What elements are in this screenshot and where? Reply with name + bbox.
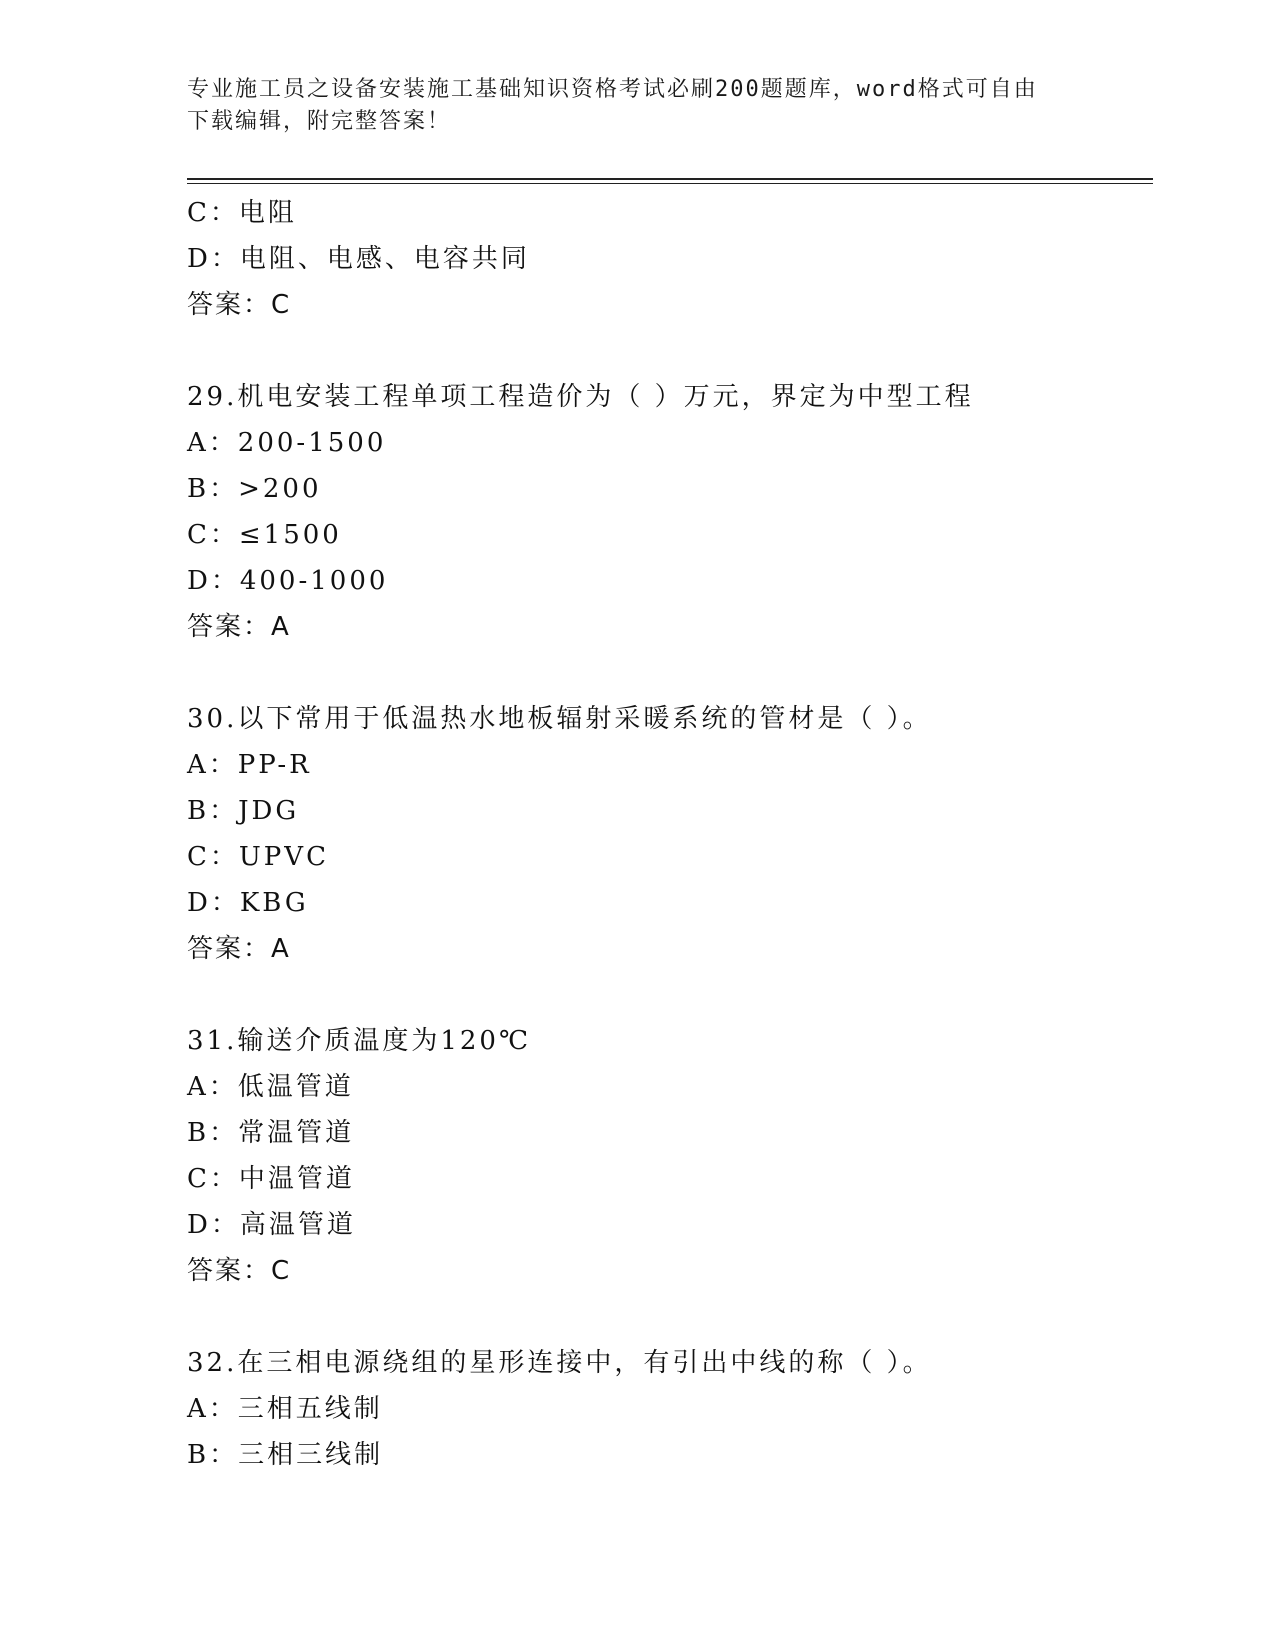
option-a: A：PP-R: [187, 750, 312, 780]
option-d: D：KBG: [187, 888, 309, 918]
spacer: [187, 1294, 1147, 1340]
option-b: B：三相三线制: [187, 1440, 384, 1470]
option-b: B：常温管道: [187, 1118, 355, 1148]
answer-line: 答案：A: [187, 612, 291, 642]
option-c: C：UPVC: [187, 842, 329, 872]
spacer: [187, 650, 1147, 696]
spacer: [187, 328, 1147, 374]
option-c: C：≤1500: [187, 520, 342, 550]
header-rule-bottom: [187, 183, 1153, 184]
option-c: C：中温管道: [187, 1164, 355, 1194]
spacer: [187, 972, 1147, 1018]
header-line-1: 专业施工员之设备安装施工基础知识资格考试必刷200题题库，word格式可自由: [187, 77, 1038, 102]
header-line-2: 下载编辑，附完整答案！: [187, 109, 452, 134]
option-d: D：400-1000: [187, 566, 389, 596]
question-stem-30: 30.以下常用于低温热水地板辐射采暖系统的管材是（ ）。: [187, 704, 932, 734]
header-rule-top: [187, 178, 1153, 180]
option-a: A：三相五线制: [187, 1394, 383, 1424]
option-b: B：>200: [187, 474, 322, 504]
option-b: B：JDG: [187, 796, 300, 826]
option-d: D：高温管道: [187, 1210, 356, 1240]
option-a: A：200-1500: [187, 428, 387, 458]
answer-line: 答案：A: [187, 934, 291, 964]
question-stem-32: 32.在三相电源绕组的星形连接中，有引出中线的称（ ）。: [187, 1348, 932, 1378]
option-c: C：电阻: [187, 198, 297, 228]
option-a: A：低温管道: [187, 1072, 354, 1102]
document-header: [187, 74, 1067, 138]
answer-line: 答案：C: [187, 290, 292, 320]
answer-line: 答案：C: [187, 1256, 292, 1286]
option-d: D：电阻、电感、电容共同: [187, 244, 530, 274]
question-list: [187, 190, 1147, 1478]
question-stem-29: 29.机电安装工程单项工程造价为（ ）万元，界定为中型工程: [187, 382, 974, 412]
question-stem-31: 31.输送介质温度为120℃: [187, 1026, 532, 1056]
